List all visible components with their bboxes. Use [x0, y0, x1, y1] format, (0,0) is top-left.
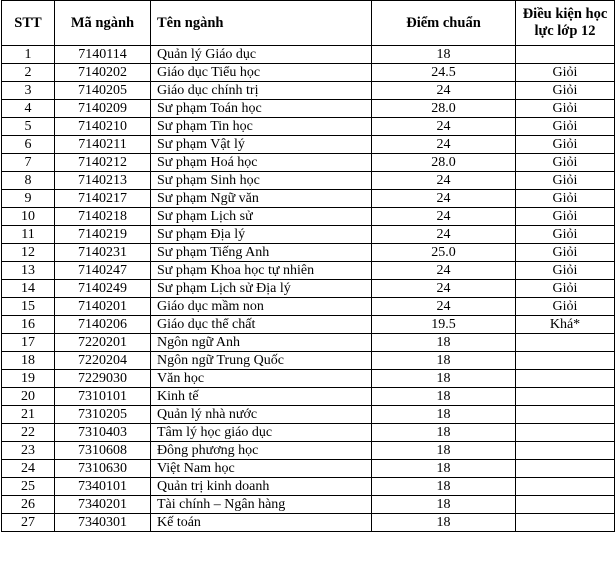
cell-condition [516, 496, 615, 514]
table-row [2, 172, 615, 190]
table-row [2, 280, 615, 298]
table-row [2, 226, 615, 244]
cell-condition: Giỏi [516, 226, 615, 244]
table-row [2, 370, 615, 388]
cell-stt: 15 [2, 298, 55, 316]
cell-stt: 8 [2, 172, 55, 190]
cell-score: 18 [372, 460, 516, 478]
header-name: Tên ngành [151, 1, 372, 46]
table-row [2, 82, 615, 100]
table-row [2, 208, 615, 226]
cell-name: Sư phạm Tiếng Anh [151, 244, 372, 262]
admission-score-table [1, 0, 615, 532]
cell-name: Sư phạm Toán học [151, 100, 372, 118]
table-row [2, 406, 615, 424]
cell-stt: 5 [2, 118, 55, 136]
cell-score: 18 [372, 406, 516, 424]
cell-code: 7140202 [55, 64, 151, 82]
cell-condition: Giỏi [516, 298, 615, 316]
cell-stt: 25 [2, 478, 55, 496]
cell-code: 7220204 [55, 352, 151, 370]
cell-code: 7310403 [55, 424, 151, 442]
cell-score: 24 [372, 298, 516, 316]
cell-code: 7140217 [55, 190, 151, 208]
cell-score: 24 [372, 280, 516, 298]
cell-code: 7340201 [55, 496, 151, 514]
table-row [2, 352, 615, 370]
cell-code: 7140219 [55, 226, 151, 244]
cell-score: 18 [372, 514, 516, 532]
cell-name: Sư phạm Lịch sử [151, 208, 372, 226]
table-row [2, 442, 615, 460]
cell-stt: 21 [2, 406, 55, 424]
cell-stt: 17 [2, 334, 55, 352]
cell-score: 18 [372, 478, 516, 496]
cell-stt: 9 [2, 190, 55, 208]
cell-code: 7140218 [55, 208, 151, 226]
table-row [2, 262, 615, 280]
cell-score: 28.0 [372, 100, 516, 118]
cell-name: Quản trị kinh doanh [151, 478, 372, 496]
cell-code: 7140210 [55, 118, 151, 136]
header-condition-label: Điều kiện học lực lớp 12 [522, 6, 608, 39]
table-header-row [2, 1, 615, 46]
cell-condition: Giỏi [516, 136, 615, 154]
cell-condition [516, 352, 615, 370]
table-row [2, 118, 615, 136]
table-row [2, 64, 615, 82]
cell-code: 7140209 [55, 100, 151, 118]
cell-score: 28.0 [372, 154, 516, 172]
cell-code: 7140247 [55, 262, 151, 280]
cell-code: 7140205 [55, 82, 151, 100]
cell-score: 24 [372, 172, 516, 190]
cell-stt: 16 [2, 316, 55, 334]
cell-stt: 2 [2, 64, 55, 82]
cell-condition [516, 460, 615, 478]
cell-name: Sư phạm Khoa học tự nhiên [151, 262, 372, 280]
table-row [2, 244, 615, 262]
table-row [2, 316, 615, 334]
cell-score: 24.5 [372, 64, 516, 82]
cell-name: Giáo dục Tiểu học [151, 64, 372, 82]
table-row [2, 496, 615, 514]
cell-condition [516, 514, 615, 532]
header-condition [516, 1, 615, 46]
cell-condition: Giỏi [516, 262, 615, 280]
table-row [2, 100, 615, 118]
cell-condition: Giỏi [516, 172, 615, 190]
cell-name: Quản lý Giáo dục [151, 46, 372, 64]
cell-stt: 4 [2, 100, 55, 118]
cell-condition: Giỏi [516, 82, 615, 100]
cell-code: 7140249 [55, 280, 151, 298]
cell-code: 7140231 [55, 244, 151, 262]
cell-score: 24 [372, 226, 516, 244]
cell-score: 24 [372, 262, 516, 280]
cell-score: 18 [372, 352, 516, 370]
cell-name: Sư phạm Sinh học [151, 172, 372, 190]
table-row [2, 514, 615, 532]
cell-code: 7140206 [55, 316, 151, 334]
cell-name: Sư phạm Hoá học [151, 154, 372, 172]
cell-name: Văn học [151, 370, 372, 388]
cell-code: 7310205 [55, 406, 151, 424]
cell-condition: Giỏi [516, 100, 615, 118]
cell-score: 24 [372, 118, 516, 136]
table-row [2, 190, 615, 208]
cell-code: 7340101 [55, 478, 151, 496]
cell-score: 24 [372, 136, 516, 154]
cell-name: Đông phương học [151, 442, 372, 460]
cell-stt: 6 [2, 136, 55, 154]
cell-score: 18 [372, 442, 516, 460]
cell-name: Ngôn ngữ Anh [151, 334, 372, 352]
table-row [2, 388, 615, 406]
cell-code: 7140201 [55, 298, 151, 316]
table-row [2, 298, 615, 316]
cell-stt: 1 [2, 46, 55, 64]
cell-name: Sư phạm Vật lý [151, 136, 372, 154]
cell-stt: 20 [2, 388, 55, 406]
table-row [2, 136, 615, 154]
cell-score: 19.5 [372, 316, 516, 334]
cell-condition [516, 334, 615, 352]
cell-name: Sư phạm Tin học [151, 118, 372, 136]
cell-condition: Giỏi [516, 64, 615, 82]
table-body [2, 46, 615, 532]
table-row [2, 478, 615, 496]
cell-name: Sư phạm Lịch sử Địa lý [151, 280, 372, 298]
cell-code: 7229030 [55, 370, 151, 388]
table-row [2, 424, 615, 442]
cell-name: Kinh tế [151, 388, 372, 406]
cell-name: Giáo dục mầm non [151, 298, 372, 316]
cell-condition: Giỏi [516, 154, 615, 172]
cell-score: 18 [372, 46, 516, 64]
cell-condition: Giỏi [516, 244, 615, 262]
table-row [2, 154, 615, 172]
cell-name: Việt Nam học [151, 460, 372, 478]
cell-stt: 7 [2, 154, 55, 172]
cell-score: 25.0 [372, 244, 516, 262]
cell-name: Sư phạm Ngữ văn [151, 190, 372, 208]
cell-code: 7310101 [55, 388, 151, 406]
cell-name: Sư phạm Địa lý [151, 226, 372, 244]
cell-score: 18 [372, 424, 516, 442]
header-stt: STT [2, 1, 55, 46]
cell-condition: Giỏi [516, 208, 615, 226]
cell-code: 7310608 [55, 442, 151, 460]
table-row [2, 334, 615, 352]
cell-score: 24 [372, 208, 516, 226]
cell-condition: Giỏi [516, 190, 615, 208]
cell-score: 18 [372, 388, 516, 406]
cell-stt: 3 [2, 82, 55, 100]
cell-condition [516, 370, 615, 388]
cell-stt: 10 [2, 208, 55, 226]
cell-code: 7140212 [55, 154, 151, 172]
cell-stt: 26 [2, 496, 55, 514]
cell-name: Ngôn ngữ Trung Quốc [151, 352, 372, 370]
cell-score: 18 [372, 496, 516, 514]
cell-name: Giáo dục thể chất [151, 316, 372, 334]
cell-condition [516, 388, 615, 406]
cell-stt: 13 [2, 262, 55, 280]
header-score: Điểm chuẩn [372, 1, 516, 46]
cell-stt: 27 [2, 514, 55, 532]
cell-name: Tâm lý học giáo dục [151, 424, 372, 442]
cell-code: 7140114 [55, 46, 151, 64]
cell-stt: 19 [2, 370, 55, 388]
cell-code: 7140213 [55, 172, 151, 190]
cell-score: 24 [372, 190, 516, 208]
cell-code: 7310630 [55, 460, 151, 478]
cell-condition [516, 424, 615, 442]
cell-stt: 22 [2, 424, 55, 442]
cell-code: 7220201 [55, 334, 151, 352]
cell-stt: 14 [2, 280, 55, 298]
cell-code: 7140211 [55, 136, 151, 154]
cell-name: Quản lý nhà nước [151, 406, 372, 424]
cell-condition: Giỏi [516, 118, 615, 136]
cell-stt: 18 [2, 352, 55, 370]
cell-code: 7340301 [55, 514, 151, 532]
table-row [2, 46, 615, 64]
cell-name: Tài chính – Ngân hàng [151, 496, 372, 514]
header-code: Mã ngành [55, 1, 151, 46]
cell-stt: 23 [2, 442, 55, 460]
cell-condition: Giỏi [516, 280, 615, 298]
cell-stt: 24 [2, 460, 55, 478]
cell-condition [516, 46, 615, 64]
cell-name: Giáo dục chính trị [151, 82, 372, 100]
cell-condition: Khá* [516, 316, 615, 334]
cell-condition [516, 442, 615, 460]
cell-score: 18 [372, 334, 516, 352]
cell-stt: 11 [2, 226, 55, 244]
table-row [2, 460, 615, 478]
cell-score: 24 [372, 82, 516, 100]
cell-score: 18 [372, 370, 516, 388]
cell-condition [516, 478, 615, 496]
cell-name: Kế toán [151, 514, 372, 532]
cell-stt: 12 [2, 244, 55, 262]
cell-condition [516, 406, 615, 424]
